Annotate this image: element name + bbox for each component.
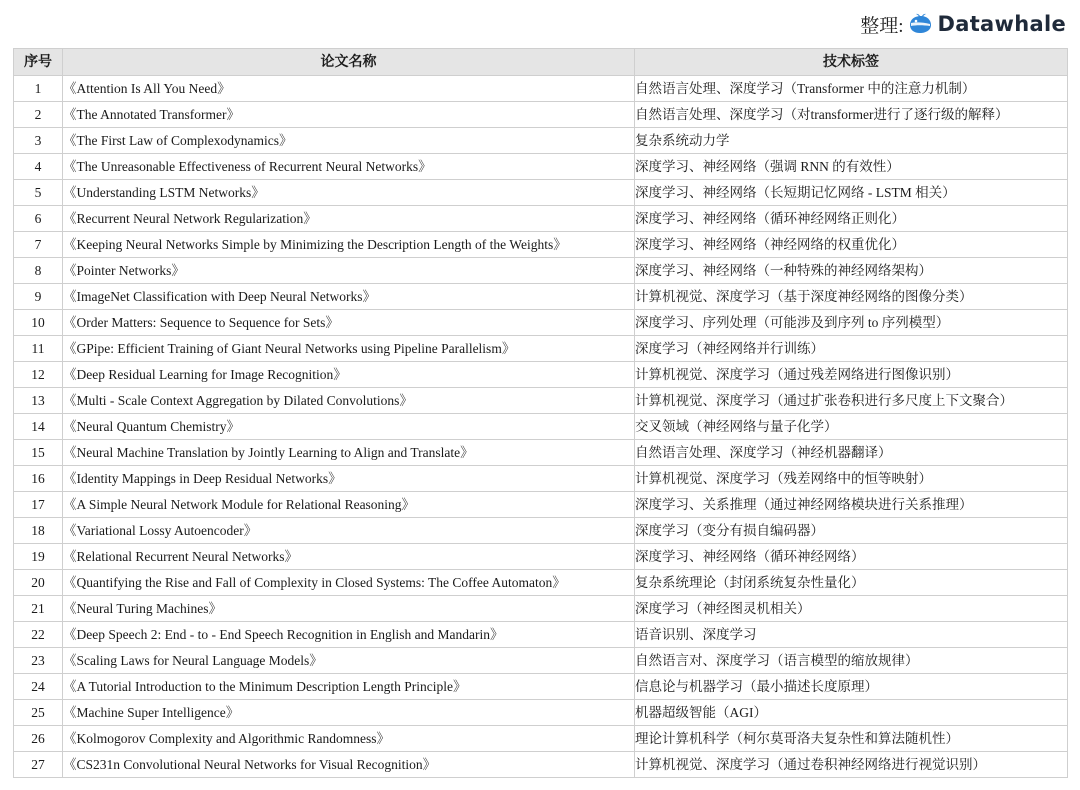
table-row [14, 544, 1068, 570]
paper-title: 《Scaling Laws for Neural Language Models》 [63, 648, 635, 674]
table-row [14, 492, 1068, 518]
credit-prefix: 整理: [860, 15, 904, 37]
table-row [14, 700, 1068, 726]
tech-tags: 机器超级智能（AGI） [635, 700, 1068, 726]
tech-tags: 信息论与机器学习（最小描述长度原理） [635, 674, 1068, 700]
row-number: 8 [14, 258, 63, 284]
paper-title: 《Multi - Scale Context Aggregation by Dilated Convolutions》 [63, 388, 635, 414]
row-number: 2 [14, 102, 63, 128]
paper-title: 《The Unreasonable Effectiveness of Recurrent Neural Networks》 [63, 154, 635, 180]
tech-tags: 自然语言处理、深度学习（神经机器翻译） [635, 440, 1068, 466]
brand-name: Datawhale [937, 12, 1066, 36]
table-row [14, 154, 1068, 180]
paper-title: 《Neural Turing Machines》 [63, 596, 635, 622]
tech-tags: 深度学习、神经网络（循环神经网络） [635, 544, 1068, 570]
table-row [14, 206, 1068, 232]
table-row [14, 388, 1068, 414]
paper-title: 《Neural Machine Translation by Jointly Learning to Align and Translate》 [63, 440, 635, 466]
table-row [14, 648, 1068, 674]
header-tags: 技术标签 [635, 49, 1068, 76]
table-header-row [14, 49, 1068, 76]
table-row [14, 752, 1068, 778]
paper-title: 《The Annotated Transformer》 [63, 102, 635, 128]
row-number: 7 [14, 232, 63, 258]
row-number: 15 [14, 440, 63, 466]
table-row [14, 570, 1068, 596]
table-row [14, 726, 1068, 752]
tech-tags: 自然语言处理、深度学习（Transformer 中的注意力机制） [635, 76, 1068, 102]
table-row [14, 674, 1068, 700]
paper-title: 《Identity Mappings in Deep Residual Networks》 [63, 466, 635, 492]
row-number: 11 [14, 336, 63, 362]
paper-title: 《ImageNet Classification with Deep Neural Networks》 [63, 284, 635, 310]
row-number: 17 [14, 492, 63, 518]
paper-title: 《Variational Lossy Autoencoder》 [63, 518, 635, 544]
table-row [14, 440, 1068, 466]
table-row [14, 466, 1068, 492]
table-row [14, 596, 1068, 622]
table-row [14, 518, 1068, 544]
row-number: 27 [14, 752, 63, 778]
table-row [14, 102, 1068, 128]
header-no: 序号 [14, 49, 63, 76]
row-number: 14 [14, 414, 63, 440]
row-number: 22 [14, 622, 63, 648]
paper-title: 《Keeping Neural Networks Simple by Minimizing the Description Length of the Weights》 [63, 232, 635, 258]
table-row [14, 232, 1068, 258]
tech-tags: 深度学习、神经网络（强调 RNN 的有效性） [635, 154, 1068, 180]
tech-tags: 深度学习（变分有损自编码器） [635, 518, 1068, 544]
paper-title: 《Quantifying the Rise and Fall of Complexity in Closed Systems: The Coffee Automaton》 [63, 570, 635, 596]
paper-title: 《Pointer Networks》 [63, 258, 635, 284]
paper-title: 《Attention Is All You Need》 [63, 76, 635, 102]
tech-tags: 复杂系统动力学 [635, 128, 1068, 154]
row-number: 24 [14, 674, 63, 700]
paper-title: 《Understanding LSTM Networks》 [63, 180, 635, 206]
row-number: 1 [14, 76, 63, 102]
row-number: 20 [14, 570, 63, 596]
row-number: 13 [14, 388, 63, 414]
row-number: 5 [14, 180, 63, 206]
tech-tags: 自然语言处理、深度学习（对transformer进行了逐行级的解释） [635, 102, 1068, 128]
table-body [14, 76, 1068, 778]
paper-title: 《Recurrent Neural Network Regularization》 [63, 206, 635, 232]
row-number: 23 [14, 648, 63, 674]
paper-title: 《Deep Speech 2: End - to - End Speech Recognition in English and Mandarin》 [63, 622, 635, 648]
row-number: 16 [14, 466, 63, 492]
row-number: 19 [14, 544, 63, 570]
tech-tags: 深度学习、神经网络（神经网络的权重优化） [635, 232, 1068, 258]
paper-title: 《Kolmogorov Complexity and Algorithmic Randomness》 [63, 726, 635, 752]
paper-title: 《Deep Residual Learning for Image Recognition》 [63, 362, 635, 388]
tech-tags: 计算机视觉、深度学习（通过扩张卷积进行多尺度上下文聚合） [635, 388, 1068, 414]
paper-title: 《Relational Recurrent Neural Networks》 [63, 544, 635, 570]
tech-tags: 深度学习、序列处理（可能涉及到序列 to 序列模型） [635, 310, 1068, 336]
row-number: 12 [14, 362, 63, 388]
row-number: 10 [14, 310, 63, 336]
paper-title: 《CS231n Convolutional Neural Networks for Visual Recognition》 [63, 752, 635, 778]
table-row [14, 128, 1068, 154]
header-title: 论文名称 [63, 49, 635, 76]
row-number: 26 [14, 726, 63, 752]
tech-tags: 理论计算机科学（柯尔莫哥洛夫复杂性和算法随机性） [635, 726, 1068, 752]
paper-title: 《The First Law of Complexodynamics》 [63, 128, 635, 154]
tech-tags: 自然语言对、深度学习（语言模型的缩放规律） [635, 648, 1068, 674]
table-row [14, 414, 1068, 440]
tech-tags: 计算机视觉、深度学习（通过卷积神经网络进行视觉识别） [635, 752, 1068, 778]
table-row [14, 258, 1068, 284]
row-number: 21 [14, 596, 63, 622]
tech-tags: 深度学习、关系推理（通过神经网络模块进行关系推理） [635, 492, 1068, 518]
paper-title: 《Machine Super Intelligence》 [63, 700, 635, 726]
table-row [14, 336, 1068, 362]
tech-tags: 深度学习、神经网络（循环神经网络正则化） [635, 206, 1068, 232]
tech-tags: 计算机视觉、深度学习（通过残差网络进行图像识别） [635, 362, 1068, 388]
paper-title: 《A Tutorial Introduction to the Minimum Description Length Principle》 [63, 674, 635, 700]
row-number: 18 [14, 518, 63, 544]
tech-tags: 计算机视觉、深度学习（残差网络中的恒等映射） [635, 466, 1068, 492]
table-row [14, 284, 1068, 310]
tech-tags: 交叉领域（神经网络与量子化学） [635, 414, 1068, 440]
row-number: 9 [14, 284, 63, 310]
papers-table [13, 48, 1068, 778]
table-row [14, 362, 1068, 388]
paper-title: 《GPipe: Efficient Training of Giant Neural Networks using Pipeline Parallelism》 [63, 336, 635, 362]
table-row [14, 622, 1068, 648]
table-row [14, 310, 1068, 336]
tech-tags: 复杂系统理论（封闭系统复杂性量化） [635, 570, 1068, 596]
tech-tags: 深度学习、神经网络（一种特殊的神经网络架构） [635, 258, 1068, 284]
tech-tags: 深度学习（神经网络并行训练） [635, 336, 1068, 362]
tech-tags: 计算机视觉、深度学习（基于深度神经网络的图像分类） [635, 284, 1068, 310]
credit [860, 10, 1066, 38]
row-number: 25 [14, 700, 63, 726]
row-number: 6 [14, 206, 63, 232]
paper-title: 《Neural Quantum Chemistry》 [63, 414, 635, 440]
row-number: 4 [14, 154, 63, 180]
paper-title: 《A Simple Neural Network Module for Relational Reasoning》 [63, 492, 635, 518]
tech-tags: 语音识别、深度学习 [635, 622, 1068, 648]
row-number: 3 [14, 128, 63, 154]
tech-tags: 深度学习、神经网络（长短期记忆网络 - LSTM 相关） [635, 180, 1068, 206]
tech-tags: 深度学习（神经图灵机相关） [635, 596, 1068, 622]
table-row [14, 76, 1068, 102]
paper-title: 《Order Matters: Sequence to Sequence for Sets》 [63, 310, 635, 336]
table-row [14, 180, 1068, 206]
whale-icon [908, 13, 932, 35]
